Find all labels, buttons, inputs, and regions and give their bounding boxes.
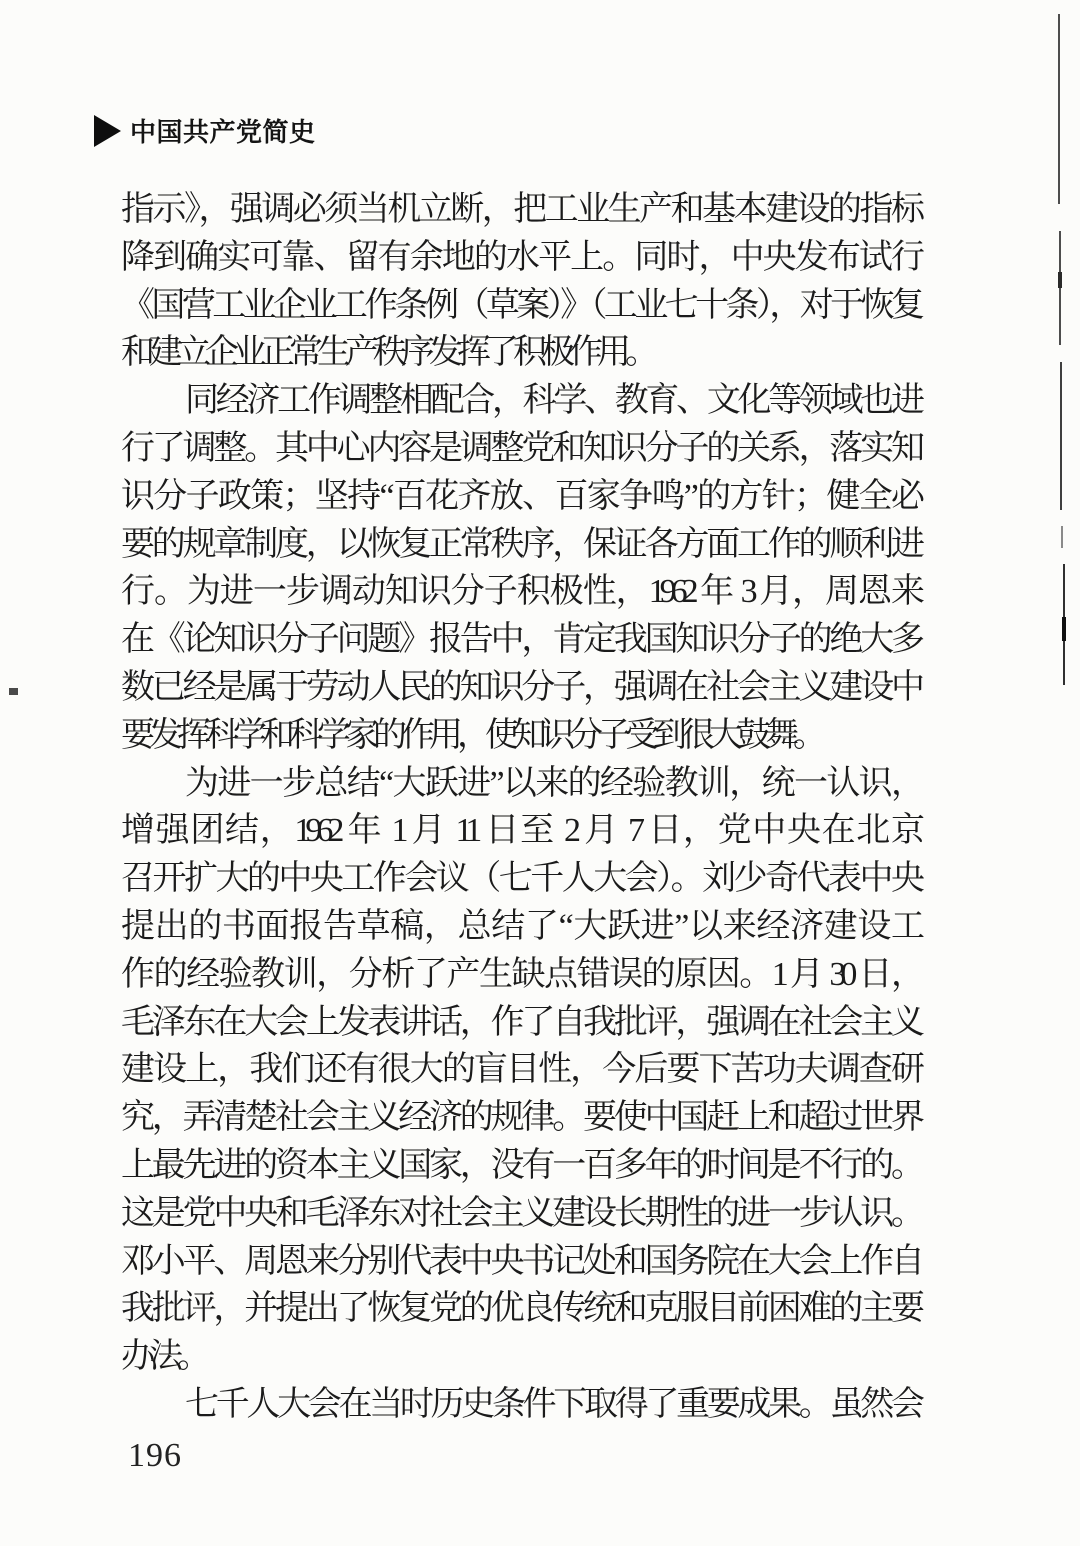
- body-text-line: 要发挥科学和科学家的作用，使知识分子受到很大鼓舞。: [121, 716, 821, 754]
- body-text-line: 邓小平、周恩来分别代表中央书记处和国务院在大会上作自: [121, 1242, 919, 1280]
- scan-artifact-right-line-3: [1060, 362, 1062, 510]
- body-text-line: 同经济工作调整相配合，科学、教育、文化等领域也进: [185, 382, 919, 420]
- body-text-line: 毛泽东在大会上发表讲话，作了自我批评，强调在社会主义: [121, 1003, 919, 1041]
- body-text-line: 我批评，并提出了恢复党的优良传统和克服目前困难的主要: [121, 1290, 919, 1328]
- scan-artifact-right-line-2: [1059, 231, 1061, 345]
- body-text-line: 为进一步总结“大跃进”以来的经验教训，统一认识，: [185, 764, 919, 802]
- body-text-line: 要的规章制度，以恢复正常秩序，保证各方面工作的顺利进: [121, 525, 919, 563]
- body-text-line: 召开扩大的中央工作会议（七千人大会）。刘少奇代表中央: [121, 860, 919, 898]
- body-text-line: 建设上，我们还有很大的盲目性，今后要下苦功夫调查研: [121, 1051, 919, 1089]
- body-text-line: 增强团结，1962 年 1 月 11 日至 2 月 7 日，党中央在北京: [121, 812, 919, 850]
- body-text-line: 作的经验教训，分析了产生缺点错误的原因。1 月 30 日，: [121, 955, 919, 993]
- page-number: 196: [128, 1437, 182, 1474]
- body-text-line: 这是党中央和毛泽东对社会主义建设长期性的进一步认识。: [121, 1194, 919, 1232]
- body-text-line: 《国营工业企业工作条例（草案）》（工业七十条），对于恢复: [121, 286, 919, 324]
- body-text-line: 办法。: [121, 1338, 205, 1376]
- body-text-line: 和建立企业正常生产秩序发挥了积极作用。: [121, 334, 653, 372]
- scan-artifact-right-line-blob-1: [1058, 272, 1062, 288]
- page-body-text: [121, 186, 919, 1429]
- scan-artifact-right-line-blob-2: [1062, 617, 1066, 641]
- running-head: [94, 112, 316, 149]
- body-text-line: 数已经是属于劳动人民的知识分子，强调在社会主义建设中: [121, 668, 919, 706]
- body-text-line: 究，弄清楚社会主义经济的规律。要使中国赶上和超过世界: [121, 1099, 919, 1137]
- book-title: 中国共产党简史: [130, 117, 316, 147]
- body-text-line: 降到确实可靠、留有余地的水平上。同时，中央发布试行: [121, 238, 919, 276]
- body-text-line: 上最先进的资本主义国家，没有一百多年的时间是不行的。: [121, 1146, 919, 1184]
- body-text-line: 行。为进一步调动知识分子积极性，1962 年 3 月，周恩来: [121, 573, 919, 611]
- body-text-line: 在《论知识分子问题》报告中，肯定我国知识分子的绝大多: [121, 621, 919, 659]
- right-triangle-icon: [94, 115, 121, 147]
- body-text-line: 指示》，强调必须当机立断，把工业生产和基本建设的指标: [121, 191, 919, 228]
- scan-artifact-left-dash: [9, 688, 18, 695]
- scan-artifact-right-line-4: [1061, 526, 1063, 548]
- body-text-line: 七千人大会在当时历史条件下取得了重要成果。虽然会: [185, 1385, 919, 1423]
- body-text-line: 行了调整。其中心内容是调整党和知识分子的关系，落实知: [121, 429, 919, 467]
- scan-artifact-right-line-1: [1058, 14, 1060, 204]
- body-text-line: 提出的书面报告草稿，总结了“大跃进”以来经济建设工: [121, 907, 919, 945]
- body-text-line: 识分子政策；坚持“百花齐放、百家争鸣”的方针；健全必: [121, 477, 919, 515]
